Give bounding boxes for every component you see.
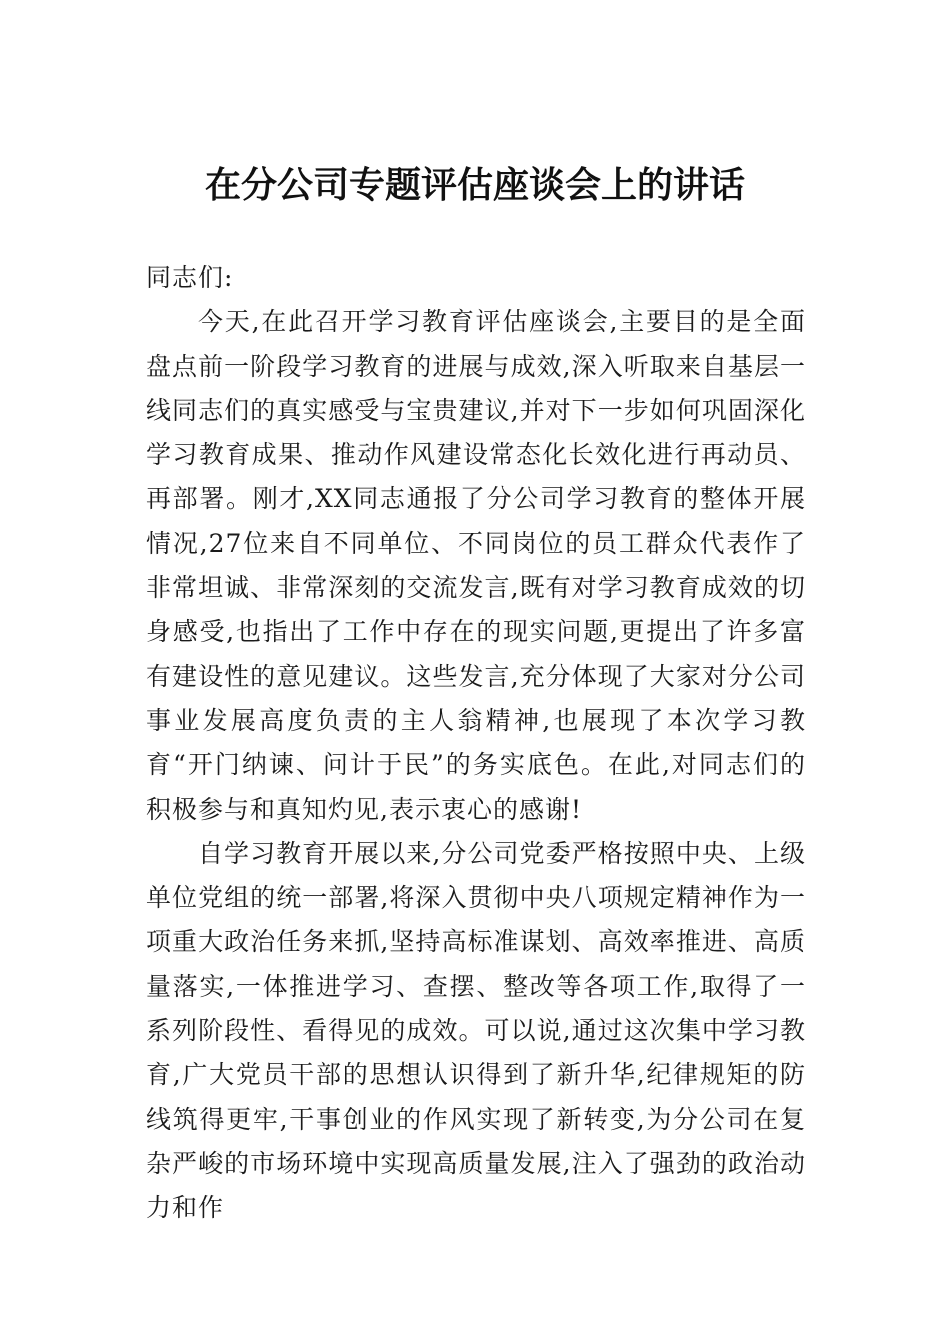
document-body bbox=[146, 256, 806, 1231]
paragraph-2: 自学习教育开展以来,分公司党委严格按照中央、上级单位党组的统一部署,将深入贯彻中央八项规定精神作为一项重大政治任务来抓,坚持高标准谋划、高效率推进、高质量落实,一体推进学习、查摆、整改等各项工作,取得了一系列阶段性、看得见的成效。可以说,通过这次集中学习教育,广大党员干部的思想认识得到了新升华,纪律规矩的防线筑得更牢,干事创业的作风实现了新转变,为分公司在复杂严峻的市场环境中实现高质量发展,注入了强劲的政治动力和作 bbox=[146, 838, 806, 1223]
paragraph-1: 今天,在此召开学习教育评估座谈会,主要目的是全面盘点前一阶段学习教育的进展与成效,深入听取来自基层一线同志们的真实感受与宝贵建议,并对下一步如何巩固深化学习教育成果、推动作风建设常态化长效化进行再动员、再部署。刚才,XX同志通报了分公司学习教育的整体开展情况,27位来自不同单位、不同岗位的员工群众代表作了非常坦诚、非常深刻的交流发言,既有对学习教育成效的切身感受,也指出了工作中存在的现实问题,更提出了许多富有建设性的意见建议。这些发言,充分体现了大家对分公司事业发展高度负责的主人翁精神,也展现了本次学习教育“开门纳谏、问计于民”的务实底色。在此,对同志们的积极参与和真知灼见,表示衷心的感谢! bbox=[146, 307, 806, 824]
salutation: 同志们: bbox=[146, 263, 234, 292]
document-title: 在分公司专题评估座谈会上的讲话 bbox=[204, 164, 745, 206]
